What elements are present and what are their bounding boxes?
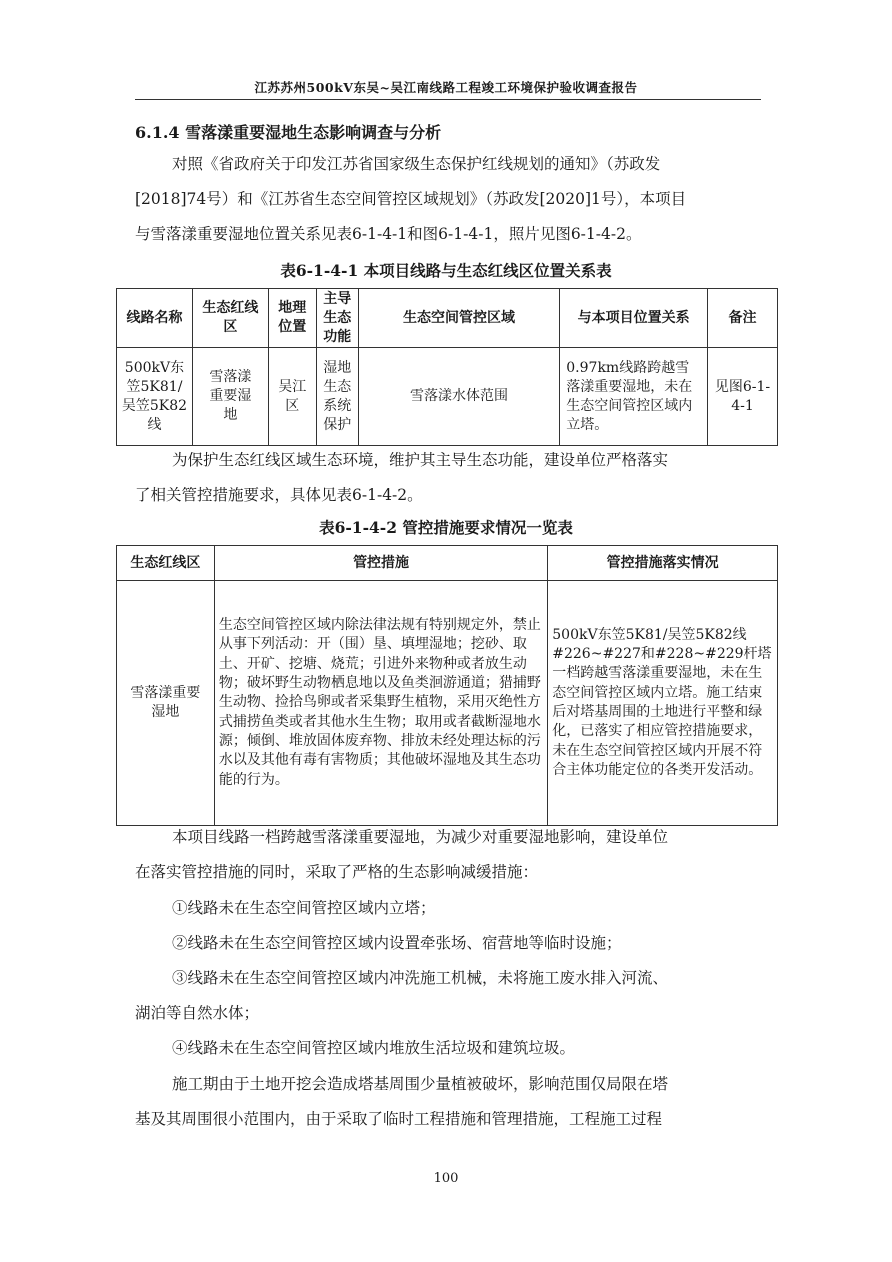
para3-line-1: 本项目线路一档跨越雪落漾重要湿地，为减少对重要湿地影响，建设单位 <box>172 828 669 846</box>
measure-2: ②线路未在生态空间管控区域内设置牵张场、宿营地等临时设施； <box>172 934 622 952</box>
t1-header-function: 主导生态功能 <box>316 289 358 348</box>
page-number: 100 <box>433 1171 459 1186</box>
t1-header-control-area: 生态空间管控区域 <box>358 289 560 348</box>
measure-1: ①线路未在生态空间管控区域内立塔； <box>172 899 436 917</box>
intro-line-3: 与雪落漾重要湿地位置关系见表6-1-4-1和图6-1-4-1，照片见图6-1-4-2。 <box>135 225 642 243</box>
t2-cell-eco-zone: 雪落漾重要湿地 <box>117 581 215 826</box>
table-row <box>117 348 778 446</box>
section-title: 6.1.4 雪落漾重要湿地生态影响调查与分析 <box>135 123 442 142</box>
table1-header-row <box>117 289 778 348</box>
t1-header-remark: 备注 <box>708 289 778 348</box>
measure-3-line-2: 湖泊等自然水体； <box>135 1004 260 1022</box>
table2-header-row <box>117 546 778 581</box>
t2-header-measures: 管控措施 <box>214 546 547 581</box>
t1-header-line-name: 线路名称 <box>117 289 193 348</box>
table-control-measures <box>116 545 778 826</box>
t1-cell-line-name: 500kV东笠5K81/吴笠5K82线 <box>117 348 193 446</box>
para2-line-1: 为保护生态红线区域生态环境，维护其主导生态功能，建设单位严格落实 <box>172 451 669 469</box>
t2-cell-implementation: 500kV东笠5K81/吴笠5K82线#226~#227和#228~#229杆塔一档跨越雪落漾重要湿地，未在生态空间管控区域内立塔。施工结束后对塔基周围的土地进行平整和绿化，已落实了相应管控措施要求，未在生态空间管控区域内开展不符合主体功能定位的各类开发活动。 <box>548 581 778 826</box>
t1-cell-control-area: 雪落漾水体范围 <box>358 348 560 446</box>
para4-line-1: 施工期由于土地开挖会造成塔基周围少量植被破坏，影响范围仅局限在塔 <box>172 1075 669 1093</box>
t1-cell-relation: 0.97km线路跨越雪落漾重要湿地，未在生态空间管控区域内立塔。 <box>560 348 708 446</box>
t1-header-location: 地理位置 <box>268 289 316 348</box>
intro-line-1: 对照《省政府关于印发江苏省国家级生态保护红线规划的通知》（苏政发 <box>172 155 661 173</box>
t2-cell-measures: 生态空间管控区域内除法律法规有特别规定外，禁止从事下列活动：开（围）垦、填埋湿地；挖砂、取土、开矿、挖塘、烧荒；引进外来物种或者放生动物；破坏野生动物栖息地以及鱼类洄游通道；猎捕野生动物、捡拾鸟卵或者采集野生植物，采用灭绝性方式捕捞鱼类或者其他水生生物；取用或者截断湿地水源；倾倒、堆放固体废弃物、排放未经处理达标的污水以及其他有毒有害物质；其他破坏湿地及其生态功能的行为。 <box>214 581 547 826</box>
para4-line-2: 基及其周围很小范围内，由于采取了临时工程措施和管理措施，工程施工过程 <box>135 1110 663 1128</box>
t1-cell-location: 吴江区 <box>268 348 316 446</box>
t2-header-implementation: 管控措施落实情况 <box>548 546 778 581</box>
para2-line-2: 了相关管控措施要求，具体见表6-1-4-2。 <box>135 486 423 504</box>
table-position-relation <box>116 288 778 446</box>
header-divider <box>135 99 761 100</box>
t1-cell-remark: 见图6-1-4-1 <box>708 348 778 446</box>
t1-header-relation: 与本项目位置关系 <box>560 289 708 348</box>
measure-4: ④线路未在生态空间管控区域内堆放生活垃圾和建筑垃圾。 <box>172 1039 576 1057</box>
t2-header-eco-zone: 生态红线区 <box>117 546 215 581</box>
measure-3-line-1: ③线路未在生态空间管控区域内冲洗施工机械，未将施工废水排入河流、 <box>172 969 669 987</box>
t1-cell-function: 湿地生态系统保护 <box>316 348 358 446</box>
table-row <box>117 581 778 826</box>
table2-caption: 表6-1-4-2 管控措施要求情况一览表 <box>319 518 573 537</box>
t1-cell-eco-zone: 雪落漾重要湿地 <box>192 348 268 446</box>
t1-header-eco-zone: 生态红线区 <box>192 289 268 348</box>
para3-line-2: 在落实管控措施的同时，采取了严格的生态影响减缓措施： <box>135 863 539 881</box>
intro-line-2: [2018]74号）和《江苏省生态空间管控区域规划》（苏政发[2020]1号），本项目 <box>135 190 687 208</box>
report-header-title: 江苏苏州500kV东吴~吴江南线路工程竣工环境保护验收调查报告 <box>254 80 638 95</box>
table1-caption: 表6-1-4-1 本项目线路与生态红线区位置关系表 <box>280 261 612 280</box>
